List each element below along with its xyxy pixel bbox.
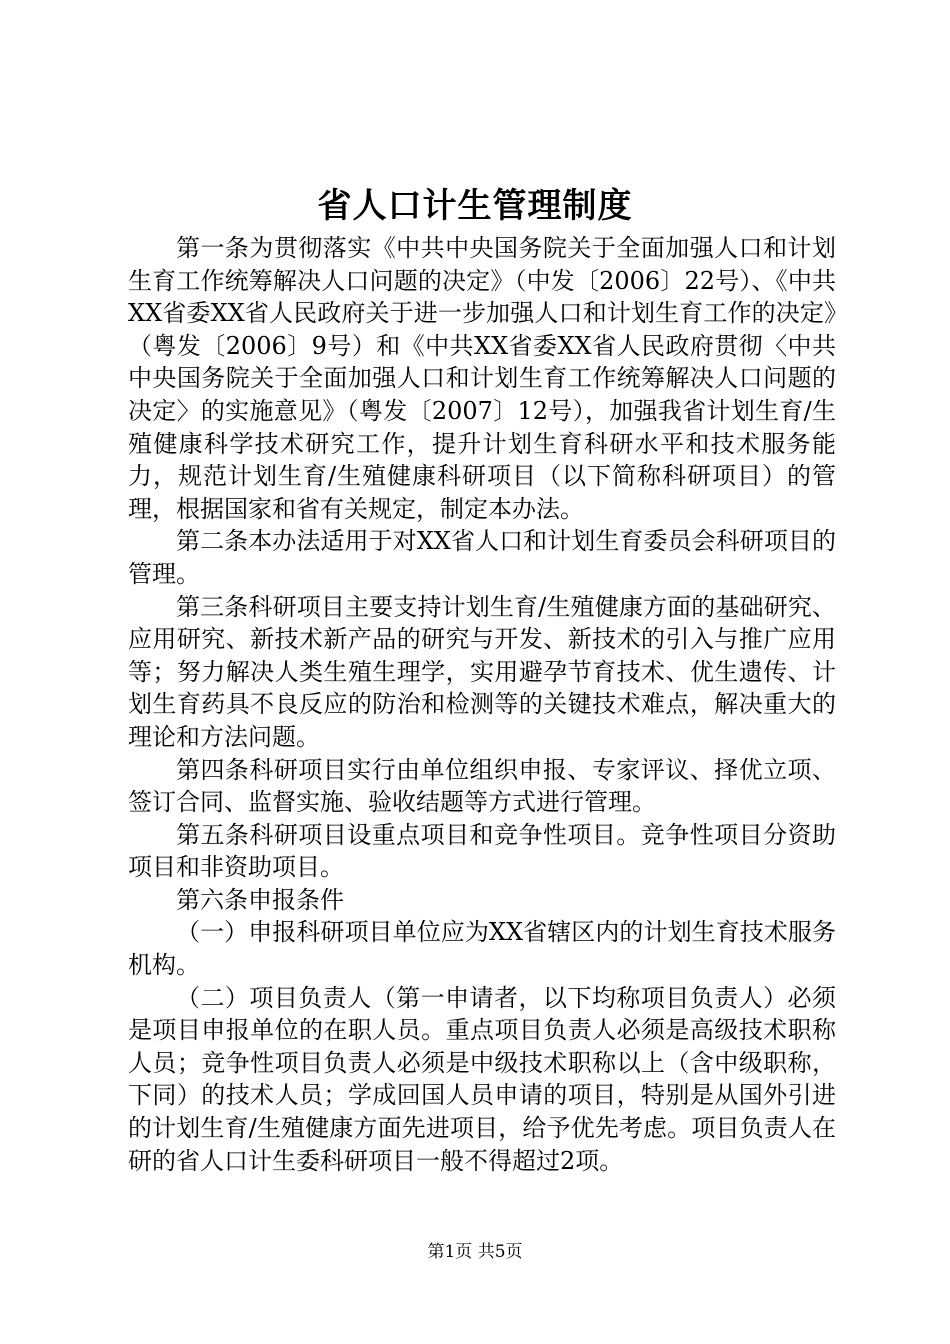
page-number-footer: 第1页 共5页 [427, 1242, 523, 1262]
article-1-paragraph: 第一条为贯彻落实《中共中央国务院关于全面加强人口和计划生育工作统筹解决人口问题的决定》（中发〔2006〕22号）、《中共XX省委XX省人民政府关于进一步加强人口和计划生育工作的决定》（粤发〔2006〕9号）和《中共XX省委XX省人民政府贯彻〈中共中央国务院关于全面加强人口和计划生育工作统筹解决人口问题的决定〉的实施意见》（粤发〔2007〕12号），加强我省计划生育/生殖健康科学技术研究工作，提升计划生育科研水平和技术服务能力，规范计划生育/生殖健康科研项目（以下简称科研项目）的管理，根据国家和省有关规定，制定本办法。 [128, 234, 836, 523]
document-body [128, 232, 836, 1177]
article-5-paragraph: 第五条科研项目设重点项目和竞争性项目。竞争性项目分资助项目和非资助项目。 [128, 820, 836, 882]
article-4-paragraph: 第四条科研项目实行由单位组织申报、专家评议、择优立项、签订合同、监督实施、验收结题等方式进行管理。 [128, 755, 836, 817]
document-title: 省人口计生管理制度 [317, 186, 633, 226]
article-2-paragraph: 第二条本办法适用于对XX省人口和计划生育委员会科研项目的管理。 [128, 527, 836, 588]
article-3-paragraph: 第三条科研项目主要支持计划生育/生殖健康方面的基础研究、应用研究、新技术新产品的研究与开发、新技术的引入与推广应用等；努力解决人类生殖生理学，实用避孕节育技术、优生遗传、计划生育药具不良反应的防治和检测等的关键技术难点，解决重大的理论和方法问题。 [128, 592, 836, 751]
article-6-item-2: （二）项目负责人（第一申请者，以下均称项目负责人）必须是项目申报单位的在职人员。重点项目负责人必须是高级技术职称人员；竞争性项目负责人必须是中级技术职称以上（含中级职称，下同）的技术人员；学成回国人员申请的项目，特别是从国外引进的计划生育/生殖健康方面先进项目，给予优先考虑。项目负责人在研的省人口计生委科研项目一般不得超过2项。 [128, 983, 836, 1175]
article-6-item-1: （一）申报科研项目单位应为XX省辖区内的计划生育技术服务机构。 [128, 918, 836, 980]
article-6-heading: 第六条申报条件 [176, 885, 344, 914]
